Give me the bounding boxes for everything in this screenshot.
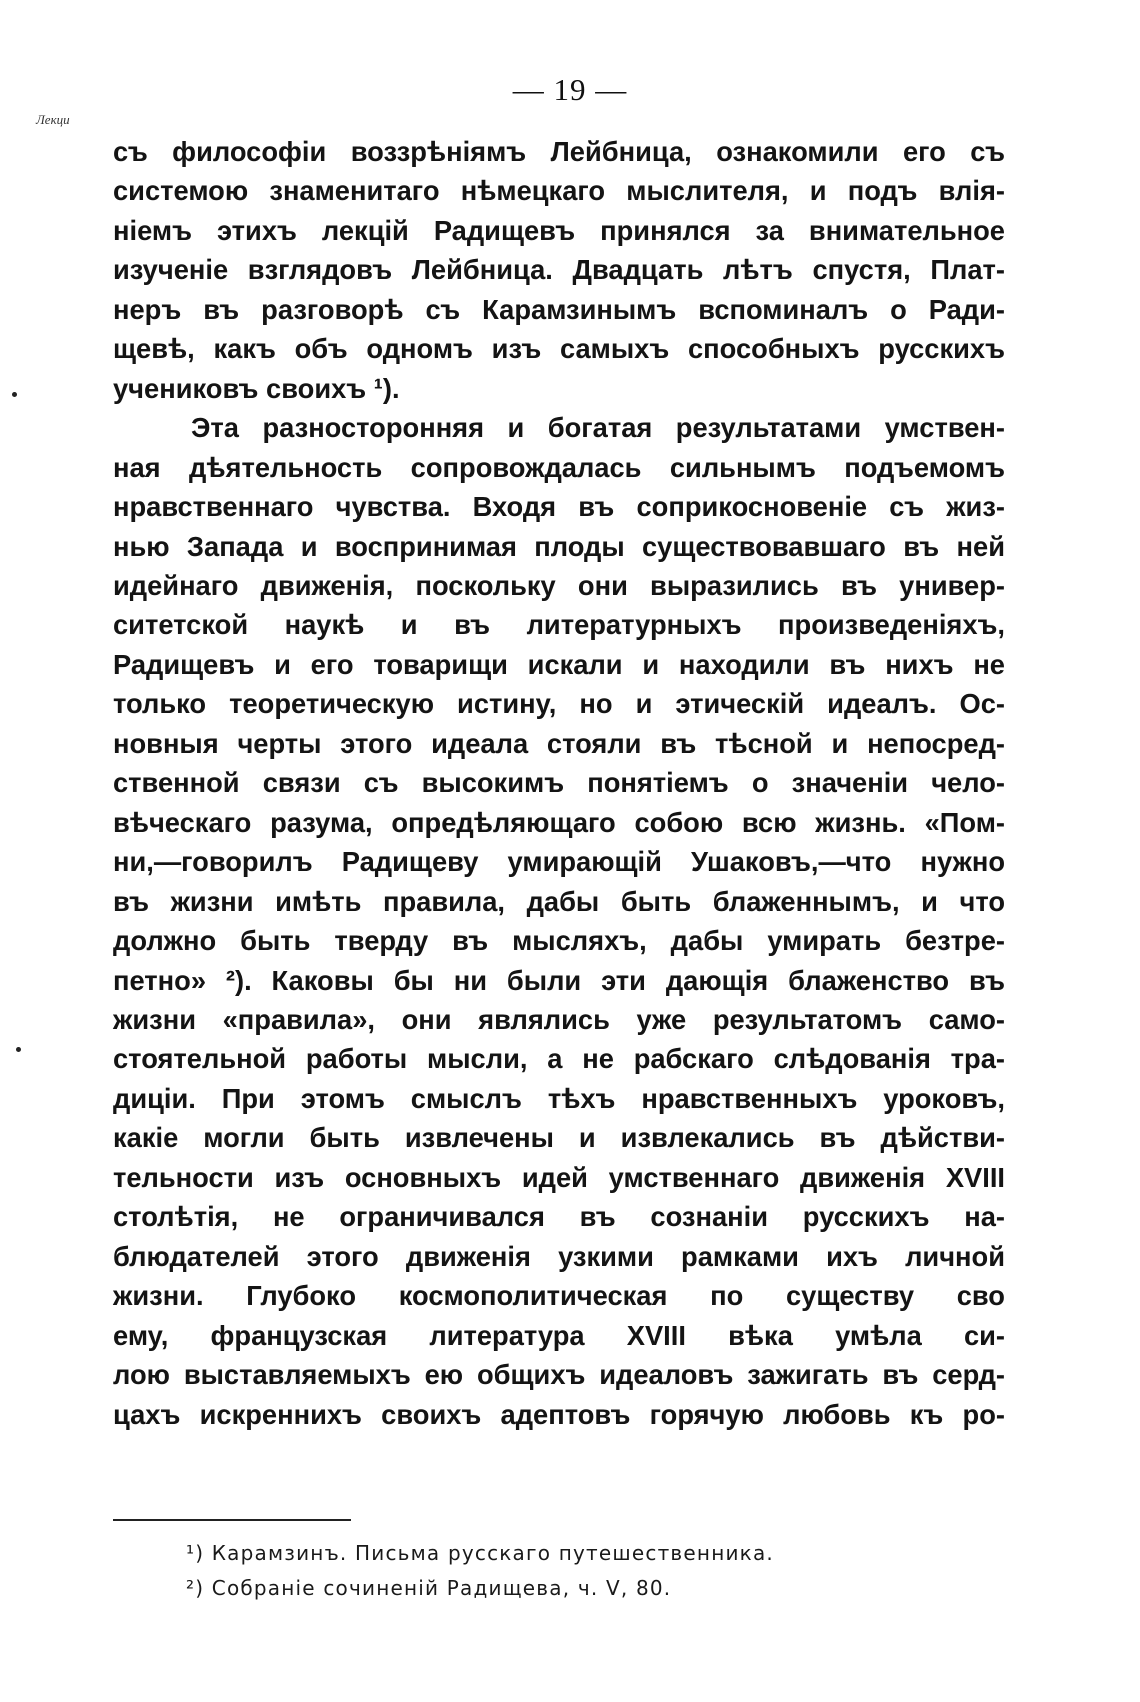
text-line: нью Запада и воспринимая плоды существовавшаго въ ней (113, 530, 1005, 562)
footnotes (186, 1536, 906, 1606)
text-line: въ жизни имѣть правила, дабы быть блаженнымъ, и что (113, 885, 1005, 917)
text-line: съ философіи воззрѣніямъ Лейбница, ознакомили его съ (113, 136, 1005, 167)
text-line: идейнаго движенія, поскольку они выразились въ универ- (113, 569, 1005, 601)
text-line: вѣческаго разума, опредѣляющаго собою всю жизнь. «Пом- (113, 806, 1005, 838)
text-line: ственной связи съ высокимъ понятіемъ о значеніи чело- (113, 767, 1005, 799)
ink-speck (12, 392, 17, 397)
text-line: жизни. Глубоко космополитическая по существу сво (113, 1280, 1005, 1312)
text-line: ная дѣятельность сопровождалась сильнымъ подъемомъ (113, 451, 1005, 483)
page-number: — 19 — (512, 72, 628, 107)
text-line: неръ въ разговорѣ съ Карамзинымъ вспоминалъ о Ради- (113, 293, 1005, 325)
text-line: Эта разносторонняя и богатая результатами умствен- (191, 412, 1005, 444)
text-line: новныя черты этого идеала стояли въ тѣсной и непосред- (113, 727, 1005, 759)
text-line: диціи. При этомъ смыслъ тѣхъ нравственныхъ уроковъ, (113, 1082, 1005, 1114)
footnote-1: ¹) Карамзинъ. Письма русскаго путешественника. (186, 1541, 774, 1565)
body-text (113, 132, 1005, 1434)
footnote-divider (113, 1519, 351, 1521)
footnote-2: ²) Собраніе сочиненій Радищева, ч. V, 80. (186, 1576, 672, 1600)
text-line: ситетской наукѣ и въ литературныхъ произведеніяхъ, (113, 609, 1005, 641)
ink-speck (16, 1047, 21, 1052)
text-line: ніемъ этихъ лекцій Радищевъ принялся за внимательное (113, 214, 1005, 246)
text-line: стоятельной работы мысли, а не рабскаго слѣдованія тра- (113, 1043, 1005, 1075)
text-line: ни,—говорилъ Радищеву умирающій Ушаковъ,—что нужно (113, 846, 1005, 878)
text-line: какіе могли быть извлечены и извлекались въ дѣйстви- (113, 1122, 1005, 1154)
text-line: ему, французская литература XVIII вѣка умѣла си- (113, 1319, 1005, 1351)
text-line: должно быть тверду въ мысляхъ, дабы умирать безтре- (113, 925, 1005, 957)
text-line: жизни «правила», они являлись уже результатомъ само- (113, 1003, 1005, 1035)
text-line: тельности изъ основныхъ идей умственнаго движенія XVIII (113, 1161, 1005, 1193)
text-line: системою знаменитаго нѣмецкаго мыслителя, и подъ влія- (113, 175, 1005, 207)
text-line: петно» ²). Каковы бы ни были эти дающія блаженство въ (113, 964, 1005, 996)
paragraph-2 (113, 408, 1005, 1434)
text-line: столѣтія, не ограничивался въ сознаніи русскихъ на- (113, 1201, 1005, 1233)
paragraph-1 (113, 132, 1005, 408)
text-line: лою выставляемыхъ ею общихъ идеаловъ зажигать въ серд- (113, 1359, 1005, 1391)
text-line: цахъ искреннихъ своихъ адептовъ горячую любовь къ ро- (113, 1398, 1005, 1430)
text-line: только теоретическую истину, но и этическій идеалъ. Ос- (113, 688, 1005, 720)
text-line: блюдателей этого движенія узкими рамками ихъ личной (113, 1240, 1005, 1272)
margin-annotation: Лекци (36, 112, 70, 127)
text-line: щевѣ, какъ объ одномъ изъ самыхъ способныхъ русскихъ (113, 333, 1005, 365)
text-line: изученіе взглядовъ Лейбница. Двадцать лѣтъ спустя, Плат- (113, 254, 1005, 286)
text-line: нравственнаго чувства. Входя въ соприкосновеніе съ жиз- (113, 491, 1005, 523)
text-line: Радищевъ и его товарищи искали и находили въ нихъ не (113, 648, 1005, 680)
text-line: учениковъ своихъ ¹). (113, 372, 400, 404)
